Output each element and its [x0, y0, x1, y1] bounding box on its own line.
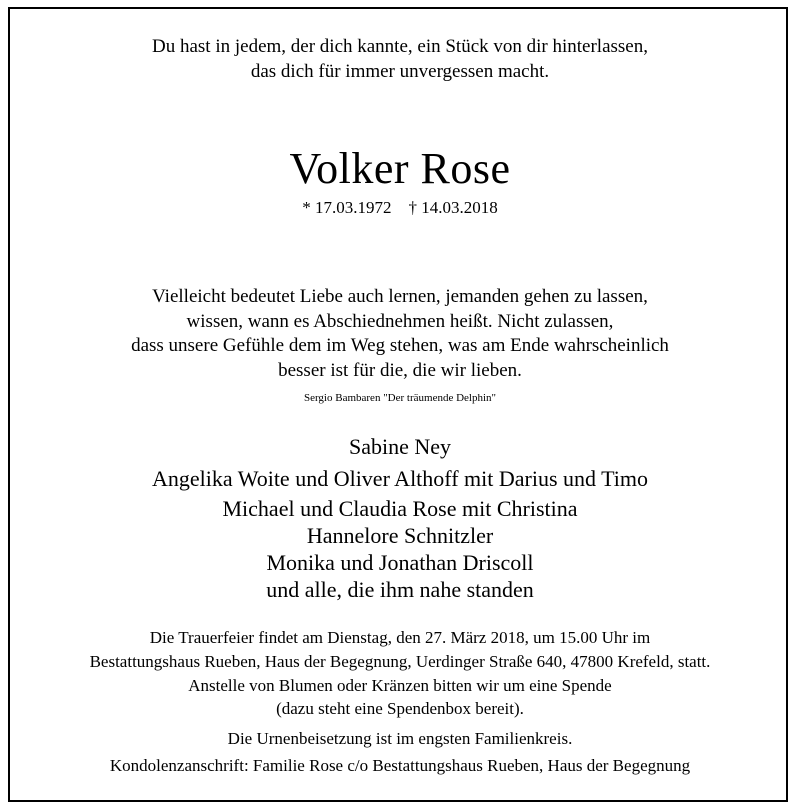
mourner-name: Monika und Jonathan Driscoll — [266, 550, 534, 575]
mourner-name: Michael und Claudia Rose mit Christina — [222, 496, 578, 521]
condolence-address: Kondolenzanschrift: Familie Rose c/o Bestattungshaus Rueben, Haus der Begegnung — [109, 756, 691, 775]
funeral-notice-line: Die Trauerfeier findet am Dienstag, den 27. März 2018, um 15.00 Uhr im — [149, 628, 651, 647]
funeral-notice-line: Anstelle von Blumen oder Kränzen bitten wir um eine Spende — [188, 676, 612, 695]
deceased-name: Volker Rose — [289, 144, 511, 193]
funeral-notice-line: (dazu steht eine Spendenbox bereit). — [276, 699, 524, 718]
quote-source: Sergio Bambaren "Der träumende Delphin" — [303, 392, 497, 404]
quote-line: wissen, wann es Abschiednehmen heißt. Nicht zulassen, — [186, 311, 614, 332]
quote-line: besser ist für die, die wir lieben. — [278, 360, 522, 381]
mourner-name: Angelika Woite und Oliver Althoff mit Darius und Timo — [151, 466, 649, 491]
life-dates: * 17.03.1972 † 14.03.2018 — [302, 198, 498, 217]
mourner-name: Sabine Ney — [348, 434, 452, 459]
funeral-notice-line: Bestattungshaus Rueben, Haus der Begegnung, Uerdinger Straße 640, 47800 Krefeld, statt. — [89, 652, 711, 671]
urn-notice: Die Urnenbeisetzung ist im engsten Familienkreis. — [227, 729, 573, 748]
motto-line: das dich für immer unvergessen macht. — [250, 61, 550, 82]
quote-line: dass unsere Gefühle dem im Weg stehen, was am Ende wahrscheinlich — [131, 335, 669, 356]
quote-line: Vielleicht bedeutet Liebe auch lernen, jemanden gehen zu lassen, — [152, 286, 648, 307]
mourner-name: Hannelore Schnitzler — [306, 523, 494, 548]
motto-line: Du hast in jedem, der dich kannte, ein Stück von dir hinterlassen, — [152, 36, 648, 57]
mourner-name: und alle, die ihm nahe standen — [266, 577, 534, 602]
